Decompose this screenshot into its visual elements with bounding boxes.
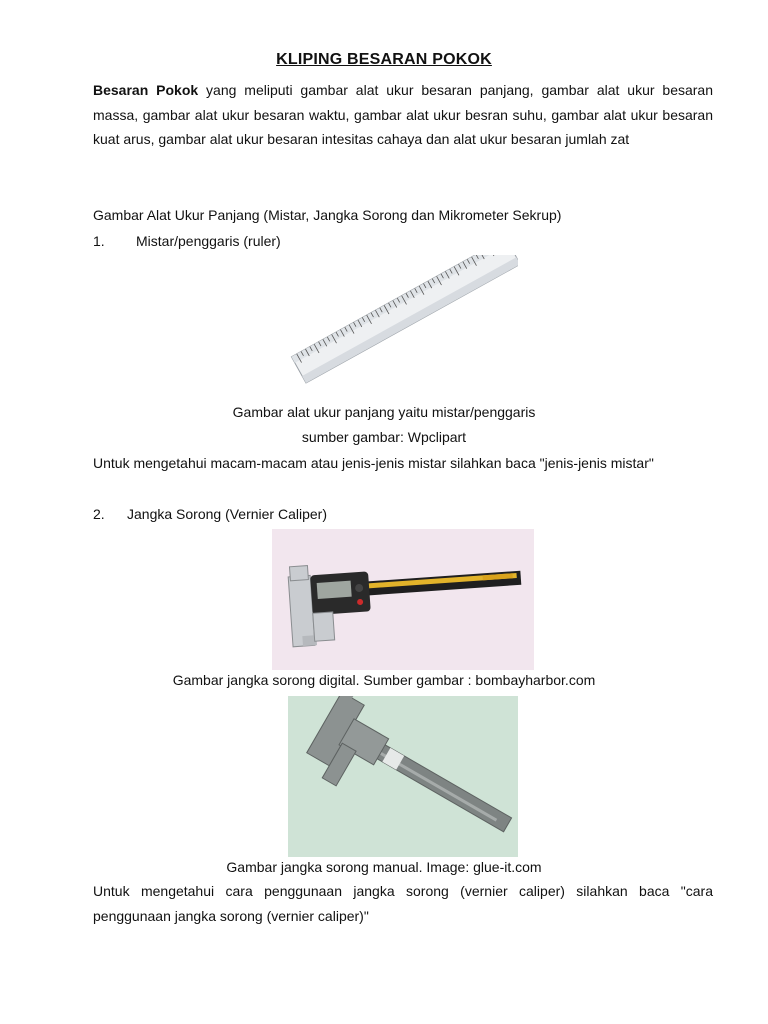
item-number-1: 1. xyxy=(93,233,105,249)
item-label-caliper: Jangka Sorong (Vernier Caliper) xyxy=(127,506,327,522)
intro-paragraph xyxy=(93,78,713,152)
ruler-note: Untuk mengetahui macam-macam atau jenis-jenis mistar silahkan baca "jenis-jenis mistar" xyxy=(93,455,654,471)
item-number-2: 2. xyxy=(93,506,105,522)
intro-bold-lead: Besaran Pokok xyxy=(93,82,199,98)
digital-caliper-caption: Gambar jangka sorong digital. Sumber gambar : bombayharbor.com xyxy=(172,672,596,688)
caliper-note: Untuk mengetahui cara penggunaan jangka sorong (vernier caliper) silahkan baca "cara penggunaan jangka sorong (vernier caliper)" xyxy=(93,883,713,924)
manual-caliper-image xyxy=(288,696,518,857)
ruler-caption: Gambar alat ukur panjang yaitu mistar/penggaris xyxy=(232,404,536,420)
section-heading: Gambar Alat Ukur Panjang (Mistar, Jangka Sorong dan Mikrometer Sekrup) xyxy=(93,207,562,223)
item-label-ruler: Mistar/penggaris (ruler) xyxy=(136,233,281,249)
ruler-image xyxy=(288,255,518,395)
intro-text: yang meliputi gambar alat ukur besaran panjang, gambar alat ukur besaran massa, gambar alat ukur besaran waktu, gambar alat ukur besran suhu, gambar alat ukur besaran kuat arus, gambar alat ukur besaran intesitas cahaya dan alat ukur besaran jumlah zat xyxy=(93,82,713,147)
manual-caliper-caption: Gambar jangka sorong manual. Image: glue-it.com xyxy=(226,859,542,875)
digital-caliper-image xyxy=(272,529,534,670)
page-title: KLIPING BESARAN POKOK xyxy=(276,51,492,68)
ruler-source: sumber gambar: Wpclipart xyxy=(301,429,467,445)
